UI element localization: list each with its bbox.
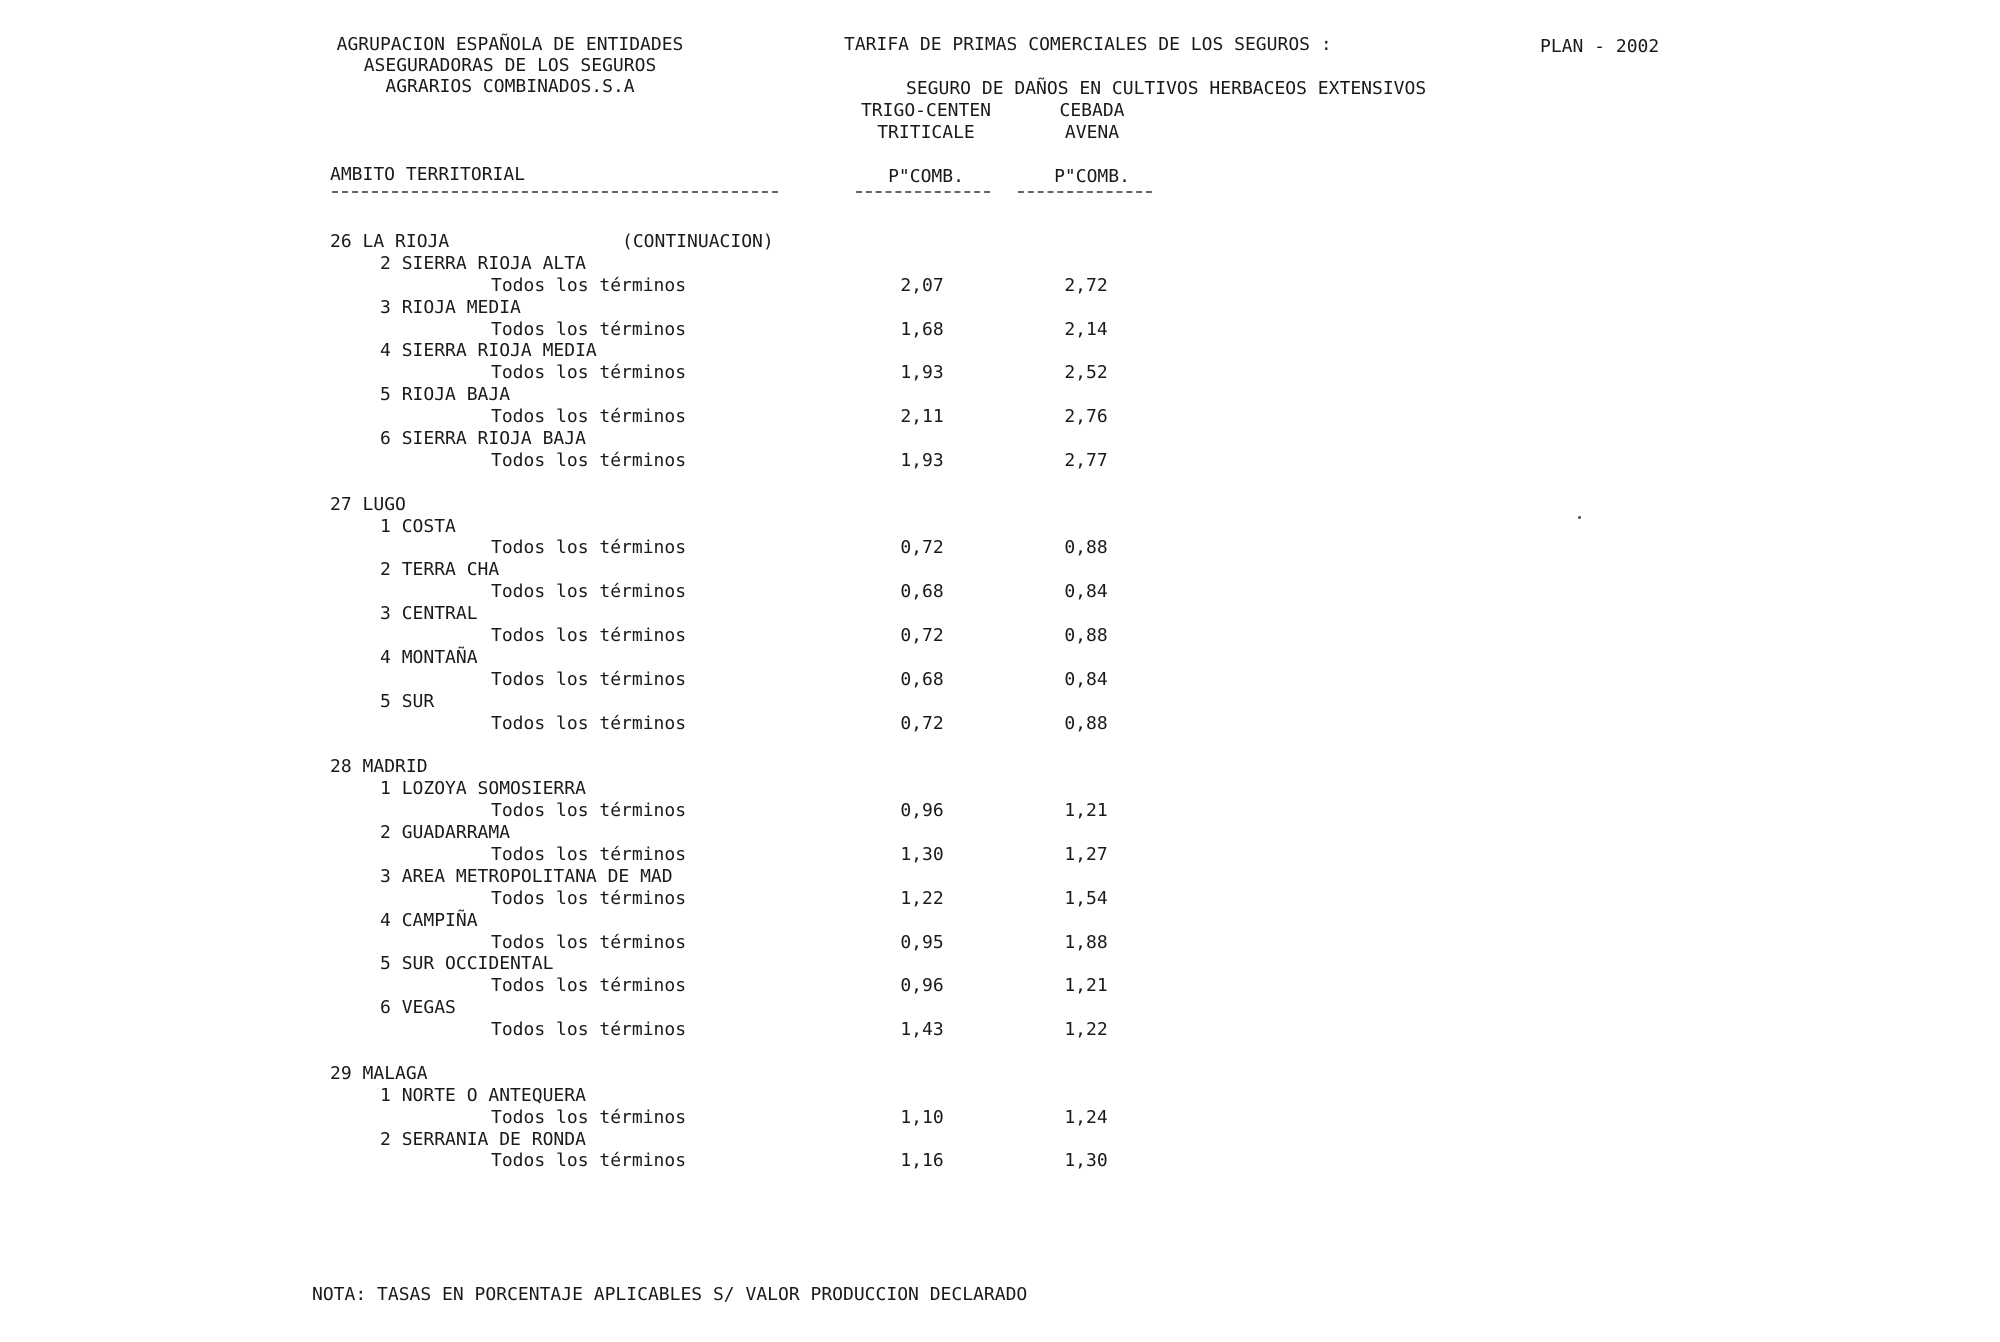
- rate-trigo-centeno: 1,43: [900, 1019, 944, 1041]
- zone-label: CENTRAL: [401, 603, 478, 625]
- zone-label: VEGAS: [401, 997, 456, 1019]
- rate-trigo-centeno: 2,11: [900, 406, 944, 428]
- terms-label: Todos los términos: [491, 887, 687, 909]
- rate-trigo-centeno: 0,95: [900, 931, 944, 953]
- zone-name: [380, 780, 586, 798]
- terms-label: Todos los términos: [491, 537, 687, 559]
- zone-number: 2: [380, 559, 391, 581]
- table-row: [0, 627, 2000, 649]
- zone-row: [0, 561, 2000, 583]
- column-header-cebada: [1012, 100, 1172, 144]
- document-title: TARIFA DE PRIMAS COMERCIALES DE LOS SEGUROS :: [844, 34, 1332, 55]
- rate-cebada-avena: 2,77: [1064, 449, 1108, 471]
- organization-name: [300, 34, 720, 97]
- terms-label: Todos los términos: [491, 800, 687, 822]
- table-row: [0, 931, 2000, 956]
- rate-trigo-centeno: 1,22: [900, 887, 944, 909]
- table-row: [0, 1152, 2000, 1174]
- footer-note: NOTA: TASAS EN PORCENTAJE APLICABLES S/ VALOR PRODUCCION DECLARADO: [312, 1284, 1028, 1305]
- province-row: [0, 758, 2000, 780]
- zone-row: [0, 430, 2000, 452]
- zone-number: 6: [380, 428, 391, 450]
- province-name: [330, 493, 406, 515]
- table-row: [0, 408, 2000, 430]
- rate-trigo-centeno: 0,68: [900, 581, 944, 603]
- plan-year: PLAN - 2002: [1540, 36, 1660, 57]
- rate-cebada-avena: 0,84: [1064, 581, 1108, 603]
- zone-row: [0, 605, 2000, 627]
- zone-name: [380, 999, 456, 1017]
- table-row: [0, 977, 2000, 999]
- header-divider: [332, 191, 778, 193]
- rate-trigo-centeno: 0,72: [900, 537, 944, 559]
- table-row: [0, 712, 2000, 737]
- province-code: 26: [330, 231, 352, 252]
- rate-cebada-avena: 1,24: [1064, 1106, 1108, 1128]
- zone-label: SIERRA RIOJA ALTA: [401, 252, 586, 274]
- zone-row: [0, 999, 2000, 1021]
- zone-label: LOZOYA SOMOSIERRA: [401, 778, 586, 800]
- zone-name: [380, 342, 597, 360]
- zone-row: [0, 296, 2000, 321]
- rate-trigo-centeno: 0,96: [900, 975, 944, 997]
- terms-label: Todos los términos: [491, 318, 687, 340]
- zone-number: 3: [380, 865, 391, 887]
- zone-label: SUR: [401, 690, 435, 712]
- zone-name: [380, 955, 553, 973]
- zone-name: [380, 252, 586, 274]
- rate-cebada-avena: 1,22: [1064, 1019, 1108, 1041]
- rate-trigo-centeno: 0,96: [900, 800, 944, 822]
- rate-cebada-avena: 0,88: [1064, 712, 1108, 734]
- scan-speck: [1578, 516, 1581, 519]
- table-row: [0, 583, 2000, 605]
- table-row: [0, 539, 2000, 561]
- province-code: 27: [330, 493, 352, 515]
- column-header-line: AVENA: [1064, 122, 1120, 143]
- column-header-line: TRITICALE: [877, 122, 975, 143]
- table-row: [0, 274, 2000, 299]
- zone-row: [0, 252, 2000, 277]
- ambito-territorial-label: AMBITO TERRITORIAL: [330, 164, 526, 185]
- zone-label: CAMPIÑA: [401, 909, 478, 931]
- zone-label: SUR OCCIDENTAL: [401, 953, 554, 975]
- zone-number: 2: [380, 1128, 391, 1150]
- table-row: [0, 449, 2000, 474]
- rate-trigo-centeno: 1,93: [900, 362, 944, 384]
- rate-cebada-avena: 1,88: [1064, 931, 1108, 953]
- terms-label: Todos los términos: [491, 668, 687, 690]
- spacer-row: [0, 1043, 2000, 1065]
- column-header-line: TRIGO-CENTEN: [860, 100, 992, 121]
- zone-name: [380, 865, 673, 887]
- terms-label: Todos los términos: [491, 362, 687, 384]
- province-row: [0, 493, 2000, 518]
- zone-label: SERRANIA DE RONDA: [401, 1128, 586, 1150]
- zone-number: 4: [380, 646, 391, 668]
- rate-trigo-centeno: 0,72: [900, 712, 944, 734]
- zone-name: [380, 515, 456, 537]
- column-subheader-cebada: P"COMB.: [1054, 166, 1130, 187]
- rate-trigo-centeno: 1,16: [900, 1150, 944, 1172]
- zone-row: [0, 386, 2000, 408]
- zone-label: AREA METROPOLITANA DE MAD: [401, 865, 673, 887]
- zone-number: 3: [380, 296, 391, 318]
- zone-row: [0, 646, 2000, 671]
- zone-number: 2: [380, 822, 391, 844]
- zone-row: [0, 865, 2000, 890]
- zone-number: 5: [380, 690, 391, 712]
- rate-cebada-avena: 1,54: [1064, 887, 1108, 909]
- zone-row: [0, 515, 2000, 540]
- rate-cebada-avena: 0,88: [1064, 625, 1108, 647]
- province-name: [330, 758, 428, 776]
- zone-number: 1: [380, 1084, 391, 1106]
- zone-name: [380, 1128, 586, 1150]
- zone-name: [380, 909, 478, 931]
- province-code: 29: [330, 1062, 352, 1084]
- zone-label: COSTA: [401, 515, 456, 537]
- province-code: 28: [330, 756, 352, 778]
- terms-label: Todos los términos: [491, 975, 687, 997]
- rate-trigo-centeno: 1,30: [900, 843, 944, 865]
- table-row: [0, 668, 2000, 693]
- province-name: [330, 233, 449, 251]
- header-divider: [1018, 191, 1152, 193]
- zone-number: 5: [380, 384, 391, 406]
- terms-label: Todos los términos: [491, 1150, 687, 1172]
- org-line: AGRUPACION ESPAÑOLA DE ENTIDADES: [336, 34, 684, 55]
- zone-row: [0, 909, 2000, 934]
- zone-label: SIERRA RIOJA MEDIA: [401, 340, 597, 362]
- zone-row: [0, 1084, 2000, 1109]
- terms-label: Todos los términos: [491, 274, 687, 296]
- org-line: ASEGURADORAS DE LOS SEGUROS: [363, 55, 657, 76]
- terms-label: Todos los términos: [491, 843, 687, 865]
- table-row: [0, 887, 2000, 912]
- column-subheader-trigo: P"COMB.: [888, 166, 964, 187]
- terms-label: Todos los términos: [491, 406, 687, 428]
- province-row: [0, 233, 2000, 255]
- table-row: [0, 1106, 2000, 1131]
- zone-number: 1: [380, 515, 391, 537]
- zone-label: GUADARRAMA: [401, 822, 511, 844]
- rate-trigo-centeno: 0,68: [900, 668, 944, 690]
- terms-label: Todos los términos: [491, 1019, 687, 1041]
- rate-trigo-centeno: 1,68: [900, 318, 944, 340]
- rate-cebada-avena: 2,52: [1064, 362, 1108, 384]
- province-row: [0, 1062, 2000, 1087]
- zone-label: TERRA CHA: [401, 559, 500, 581]
- province-label: LA RIOJA: [362, 231, 450, 252]
- rate-cebada-avena: 2,14: [1064, 318, 1108, 340]
- zone-name: [380, 561, 499, 579]
- rate-cebada-avena: 2,72: [1064, 274, 1108, 296]
- table-row: [0, 843, 2000, 868]
- table-row: [0, 364, 2000, 386]
- zone-row: [0, 780, 2000, 802]
- column-header-trigo: [826, 100, 1026, 144]
- terms-label: Todos los términos: [491, 712, 687, 734]
- rate-trigo-centeno: 1,93: [900, 449, 944, 471]
- zone-name: [380, 646, 478, 668]
- rate-cebada-avena: 1,21: [1064, 975, 1108, 997]
- spacer-row: [0, 736, 2000, 758]
- rate-cebada-avena: 1,27: [1064, 843, 1108, 865]
- zone-name: [380, 430, 586, 448]
- zone-number: 3: [380, 603, 391, 625]
- rate-cebada-avena: 0,88: [1064, 537, 1108, 559]
- zone-number: 4: [380, 909, 391, 931]
- province-name: [330, 1062, 428, 1084]
- rate-cebada-avena: 0,84: [1064, 668, 1108, 690]
- rate-trigo-centeno: 2,07: [900, 274, 944, 296]
- terms-label: Todos los términos: [491, 1106, 687, 1128]
- continuation-note: (CONTINUACION): [622, 231, 774, 252]
- org-line: AGRARIOS COMBINADOS.S.A: [385, 76, 635, 97]
- zone-label: RIOJA MEDIA: [401, 296, 521, 318]
- terms-label: Todos los términos: [491, 449, 687, 471]
- insurance-subtitle: SEGURO DE DAÑOS EN CULTIVOS HERBACEOS EXTENSIVOS: [906, 78, 1427, 99]
- zone-number: 5: [380, 953, 391, 975]
- rate-cebada-avena: 1,21: [1064, 800, 1108, 822]
- zone-label: RIOJA BAJA: [401, 384, 511, 406]
- table-row: [0, 1021, 2000, 1043]
- zone-name: [380, 605, 478, 623]
- rate-cebada-avena: 1,30: [1064, 1150, 1108, 1172]
- zone-row: [0, 824, 2000, 846]
- zone-name: [380, 386, 510, 404]
- zone-number: 4: [380, 340, 391, 362]
- header-divider: [856, 191, 990, 193]
- province-label: LUGO: [362, 493, 406, 515]
- spacer-row: [0, 474, 2000, 496]
- zone-name: [380, 296, 521, 318]
- zone-row: [0, 690, 2000, 715]
- zone-label: MONTAÑA: [401, 646, 478, 668]
- zone-name: [380, 690, 435, 712]
- terms-label: Todos los términos: [491, 581, 687, 603]
- zone-name: [380, 1084, 586, 1106]
- zone-label: SIERRA RIOJA BAJA: [401, 428, 586, 450]
- tariff-table: [0, 233, 2000, 1174]
- zone-number: 1: [380, 778, 391, 800]
- terms-label: Todos los términos: [491, 931, 687, 953]
- zone-number: 6: [380, 997, 391, 1019]
- rate-trigo-centeno: 0,72: [900, 625, 944, 647]
- terms-label: Todos los términos: [491, 625, 687, 647]
- column-header-line: CEBADA: [1059, 100, 1125, 121]
- rate-cebada-avena: 2,76: [1064, 406, 1108, 428]
- zone-number: 2: [380, 252, 391, 274]
- province-label: MADRID: [362, 756, 428, 778]
- province-label: MALAGA: [362, 1062, 428, 1084]
- zone-row: [0, 1128, 2000, 1153]
- zone-row: [0, 342, 2000, 364]
- zone-name: [380, 824, 510, 842]
- table-row: [0, 802, 2000, 824]
- zone-row: [0, 955, 2000, 977]
- table-row: [0, 318, 2000, 343]
- rate-trigo-centeno: 1,10: [900, 1106, 944, 1128]
- zone-label: NORTE O ANTEQUERA: [401, 1084, 586, 1106]
